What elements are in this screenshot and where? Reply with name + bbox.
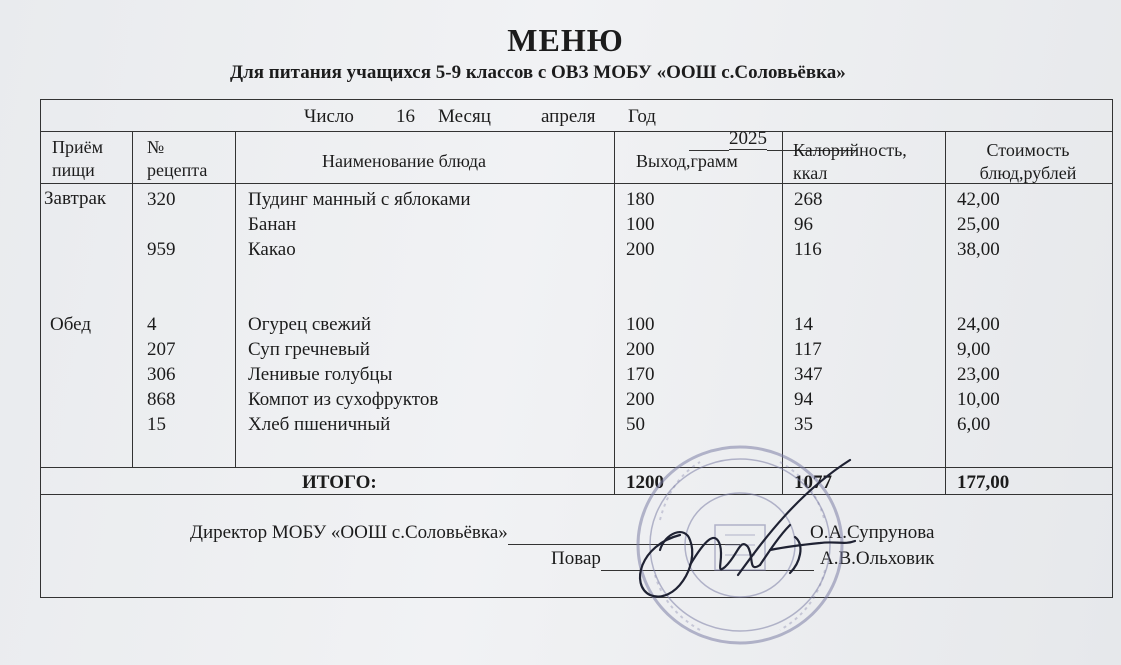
table-row-cost: 9,00 bbox=[957, 339, 991, 360]
total-weight: 1200 bbox=[626, 472, 664, 493]
table-row-cost: 38,00 bbox=[957, 239, 1000, 260]
meal-name-lunch: Обед bbox=[50, 314, 91, 335]
header-weight: Выход,грамм bbox=[636, 151, 738, 171]
table-row-calories: 94 bbox=[794, 389, 813, 410]
total-row-divider bbox=[40, 494, 1113, 495]
director-name: О.А.Супрунова bbox=[810, 522, 935, 543]
table-row-calories: 96 bbox=[794, 214, 813, 235]
cook-signature-line bbox=[551, 548, 814, 571]
cook-name: А.В.Ольховик bbox=[820, 548, 935, 569]
table-row-cost: 10,00 bbox=[957, 389, 1000, 410]
director-signature-line bbox=[190, 522, 740, 545]
header-cost-line2: блюд,рублей bbox=[979, 163, 1077, 183]
header-meal-line2: пищи bbox=[52, 160, 95, 180]
table-row-recipe: 207 bbox=[147, 339, 176, 360]
header-calories bbox=[793, 139, 907, 185]
header-cost-line1: Стоимость bbox=[986, 140, 1070, 160]
table-row-cost: 23,00 bbox=[957, 364, 1000, 385]
director-title: Директор МОБУ «ООШ с.Соловьёвка» bbox=[190, 522, 508, 543]
table-row-weight: 180 bbox=[626, 189, 655, 210]
table-row-recipe: 306 bbox=[147, 364, 176, 385]
table-row-cost: 25,00 bbox=[957, 214, 1000, 235]
table-row-dish: Хлеб пшеничный bbox=[248, 414, 391, 435]
table-row-cost: 42,00 bbox=[957, 189, 1000, 210]
header-recipe bbox=[147, 136, 207, 182]
day-label: Число bbox=[304, 106, 354, 127]
table-row-weight: 200 bbox=[626, 239, 655, 260]
cook-title: Повар bbox=[551, 548, 601, 569]
table-row-dish: Суп гречневый bbox=[248, 339, 370, 360]
table-row-dish: Пудинг манный с яблоками bbox=[248, 189, 471, 210]
total-label: ИТОГО: bbox=[302, 472, 377, 493]
table-row-weight: 200 bbox=[626, 389, 655, 410]
header-cost bbox=[953, 139, 1103, 185]
table-row-weight: 200 bbox=[626, 339, 655, 360]
day-value: 16 bbox=[396, 106, 415, 127]
year-label: Год bbox=[628, 106, 656, 127]
total-cost: 177,00 bbox=[957, 472, 1010, 493]
table-row-weight: 100 bbox=[626, 214, 655, 235]
header-recipe-line2: рецепта bbox=[147, 160, 208, 180]
table-row-calories: 14 bbox=[794, 314, 813, 335]
table-row-dish: Огурец свежий bbox=[248, 314, 372, 335]
table-row-weight: 100 bbox=[626, 314, 655, 335]
table-row-cost: 6,00 bbox=[957, 414, 991, 435]
table-row-calories: 116 bbox=[794, 239, 822, 260]
table-row-calories: 268 bbox=[794, 189, 823, 210]
header-meal-line1: Приём bbox=[52, 137, 104, 157]
header-meal bbox=[52, 136, 103, 182]
header-calories-line1: Калорийность, bbox=[793, 140, 907, 160]
table-row-recipe: 868 bbox=[147, 389, 176, 410]
year-value: 2025 bbox=[729, 128, 767, 149]
table-row-weight: 50 bbox=[626, 414, 645, 435]
header-recipe-line1: № bbox=[147, 137, 165, 157]
body-total-divider bbox=[40, 467, 1113, 468]
month-label: Месяц bbox=[438, 106, 491, 127]
table-row-recipe: 320 bbox=[147, 189, 176, 210]
table-row-dish: Ленивые голубцы bbox=[248, 364, 393, 385]
table-row-recipe: 15 bbox=[147, 414, 166, 435]
table-row-weight: 170 bbox=[626, 364, 655, 385]
table-row-dish: Компот из сухофруктов bbox=[248, 389, 439, 410]
table-row-calories: 117 bbox=[794, 339, 822, 360]
table-row-recipe: 4 bbox=[147, 314, 157, 335]
document-title: МЕНЮ bbox=[507, 22, 624, 58]
table-row-dish: Банан bbox=[248, 214, 297, 235]
table-row-calories: 347 bbox=[794, 364, 823, 385]
header-dish: Наименование блюда bbox=[322, 151, 487, 171]
table-row-recipe: 959 bbox=[147, 239, 176, 260]
document-subtitle: Для питания учащихся 5-9 классов с ОВЗ МОБУ «ООШ с.Соловьёвка» bbox=[230, 62, 846, 83]
total-calories: 1077 bbox=[794, 472, 832, 493]
month-value: апреля bbox=[541, 106, 596, 127]
table-row-calories: 35 bbox=[794, 414, 813, 435]
meal-name-breakfast: Завтрак bbox=[44, 188, 107, 209]
header-calories-line2: ккал bbox=[793, 163, 828, 183]
table-row-dish: Какао bbox=[248, 239, 296, 260]
table-row-cost: 24,00 bbox=[957, 314, 1000, 335]
